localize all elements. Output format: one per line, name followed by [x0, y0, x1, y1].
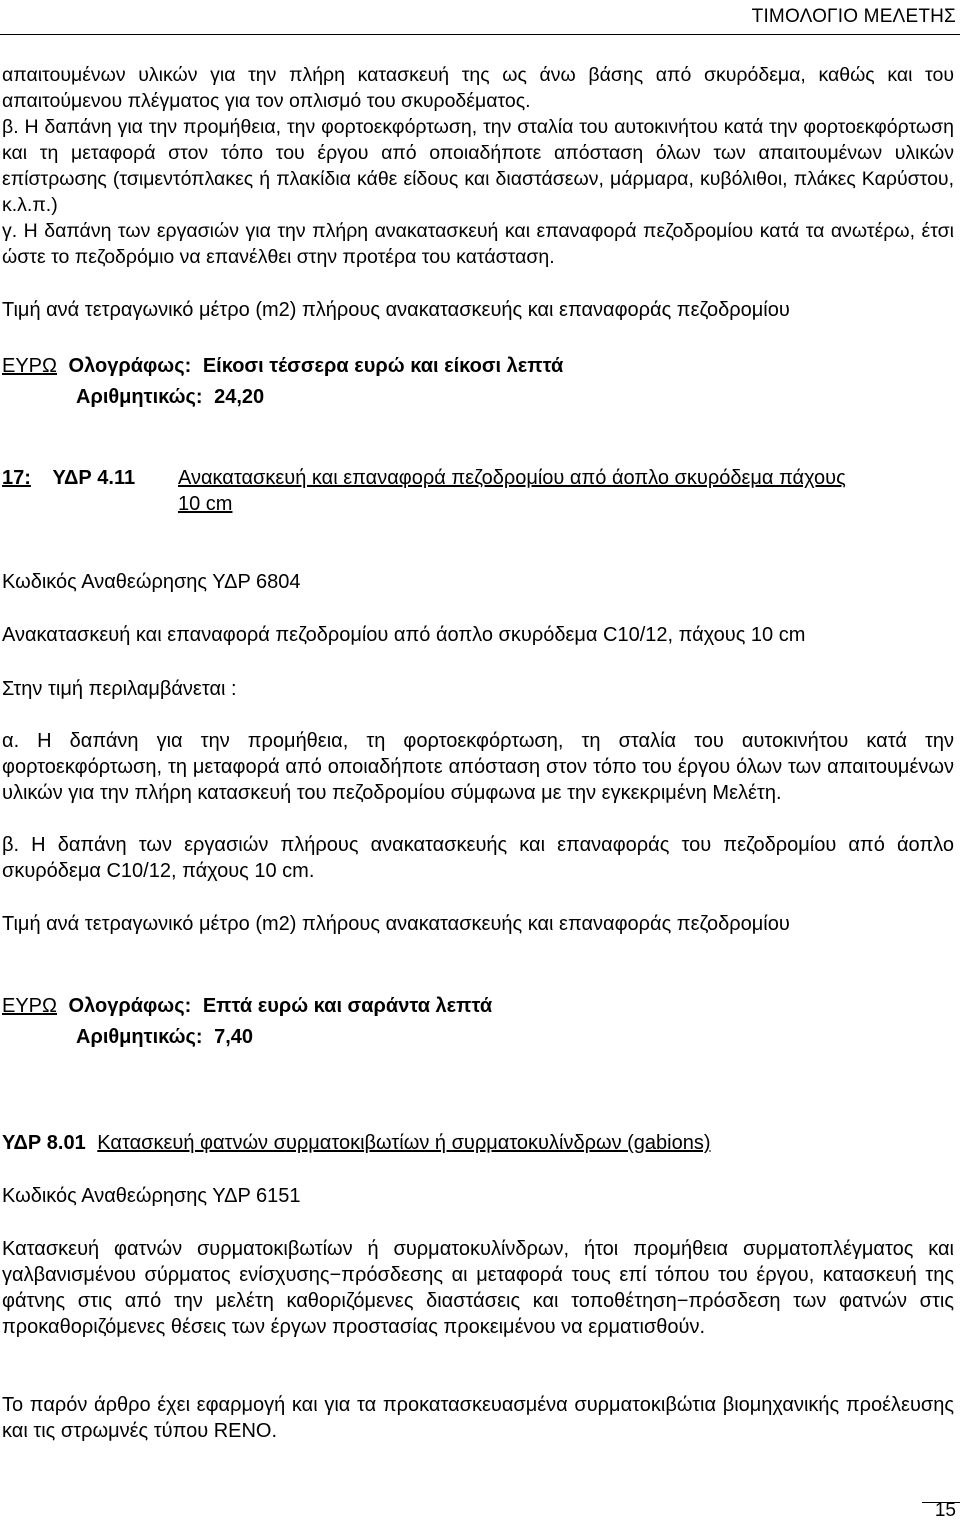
prev-price-words: Είκοσι τέσσερα ευρώ και είκοσι λεπτά	[202, 355, 564, 377]
prev-item-b: β. Η δαπάνη για την προμήθεια, την φορτοεκφόρτωση, την σταλία του αυτοκινήτου κατά την φορτοεκφόρτωση και τη μεταφορά στον τόπο του έργου από οποιαδήποτε απόσταση όλων των απαιτουμένων υλικών επίστρωσης (τσιμεντόπλακες ή πλακίδια κάθε είδους και διαστάσεων, μάρμαρα, κυβόλιθοι, πλάκες Καρύστου, κ.λ.π.)	[2, 116, 954, 216]
item17-heading	[2, 465, 135, 491]
prev-price-num-row	[76, 384, 264, 410]
item17-price-num: 7,40	[214, 1026, 254, 1048]
gabions-title: Κατασκευή φατνών συρματοκιβωτίων ή συρματοκυλίνδρων (gabions)	[97, 1132, 711, 1154]
gabions-revision-code: Κωδικός Αναθεώρησης ΥΔΡ 6151	[2, 1185, 301, 1207]
item17-item-a: α. Η δαπάνη για την προμήθεια, τη φορτοεκφόρτωση, τη σταλία του αυτοκινήτου κατά την φορτοεκφόρτωση, τη μεταφορά από οποιαδήποτε απόσταση στον τόπο του έργου όλων των απαιτουμένων υλικών για την πλήρη κατασκευή του πεζοδρομίου σύμφωνα με την εγκεκριμένη Μελέτη.	[2, 730, 954, 804]
item17-title-line1: Ανακατασκευή και επαναφορά πεζοδρομίου από άοπλο σκυρόδεμα πάχους	[178, 467, 846, 489]
item17-unit-price-text: Τιμή ανά τετραγωνικό μέτρο (m2) πλήρους ανακατασκευής και επαναφοράς πεζοδρομίου	[2, 913, 790, 935]
page-header-title: ΤΙΜΟΛΟΓΙΟ ΜΕΛΕΤΗΣ	[751, 6, 956, 27]
item17-item-b: β. Η δαπάνη των εργασιών πλήρους ανακατασκευής και επαναφοράς του πεζοδρομίου από άοπλο σκυρόδεμα C10/12, πάχους 10 cm.	[2, 834, 954, 882]
gabions-code: ΥΔΡ 8.01	[2, 1132, 86, 1154]
prev-price-num: 24,20	[214, 386, 265, 408]
item17-price-words: Επτά ευρώ και σαράντα λεπτά	[202, 995, 493, 1017]
item17-description: Ανακατασκευή και επαναφορά πεζοδρομίου από άοπλο σκυρόδεμα C10/12, πάχους 10 cm	[2, 624, 806, 646]
prev-currency: ΕΥΡΩ	[2, 355, 57, 377]
page-number: 15	[934, 1500, 956, 1521]
item17-price-num-row	[76, 1024, 253, 1050]
item17-price-words-row	[2, 993, 492, 1019]
item17-includes: Στην τιμή περιλαμβάνεται :	[2, 678, 237, 700]
item17-number: 17:	[2, 467, 31, 489]
gabions-description: Κατασκευή φατνών συρματοκιβωτίων ή συρματοκυλίνδρων, ήτοι προμήθεια συρματοπλέγματος και γαλβανισμένου σύρματος ενίσχυσης−πρόσδεσης αι μεταφορά τους επί τόπου του έργου, κατασκευή της φάτνης στις από την μελέτη καθοριζόμενες διαστάσεις και τοποθέτηση−πρόσδεση των φατνών στις προκαθοριζόμενες θέσεις των έργων προστασίας προκειμένου να ερματισθούν.	[2, 1238, 954, 1338]
gabions-heading	[2, 1130, 711, 1156]
prev-item-c: γ. Η δαπάνη των εργασιών για την πλήρη ανακατασκευή και επαναφορά πεζοδρομίου κατά τα ανωτέρω, έτσι ώστε το πεζοδρόμιο να επανέλθει στην προτέρα του κατάσταση.	[2, 220, 954, 268]
prev-num-label: Αριθμητικώς:	[76, 386, 203, 408]
item17-words-label: Ολογράφως:	[68, 995, 192, 1017]
item17-currency: ΕΥΡΩ	[2, 995, 57, 1017]
header-divider	[0, 34, 960, 35]
item17-code: ΥΔΡ 4.11	[52, 467, 136, 489]
prev-words-label: Ολογράφως:	[68, 355, 192, 377]
prev-item-continuation: απαιτουμένων υλικών για την πλήρη κατασκευή της ως άνω βάσης από σκυρόδεμα, καθώς και του απαιτούμενου πλέγματος για τον οπλισμό του σκυροδέματος.	[2, 64, 954, 112]
item17-revision-code: Κωδικός Αναθεώρησης ΥΔΡ 6804	[2, 571, 301, 593]
prev-unit-price-text: Τιμή ανά τετραγωνικό μέτρο (m2) πλήρους ανακατασκευής και επαναφοράς πεζοδρομίου	[2, 299, 790, 321]
item17-num-label: Αριθμητικώς:	[76, 1026, 203, 1048]
gabions-note: Το παρόν άρθρο έχει εφαρμογή και για τα προκατασκευασμένα συρματοκιβώτια βιομηχανικής προέλευσης και τις στρωμνές τύπου RENO.	[2, 1394, 954, 1442]
prev-price-words-row	[2, 353, 563, 379]
item17-title-line2: 10 cm	[178, 493, 233, 515]
